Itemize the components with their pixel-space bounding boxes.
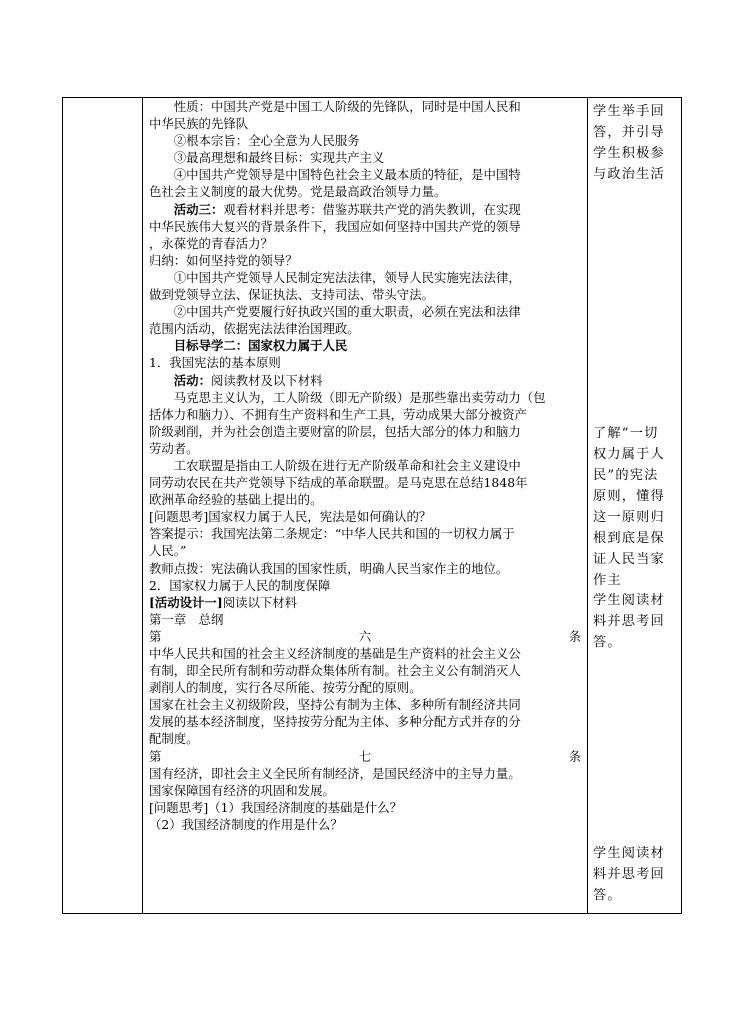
spread-word: 条 [568,748,581,764]
content-line: 色社会主义制度的最大优势。党是最高政治领导力量。 [149,184,447,200]
note-line: 证人民当家 [593,552,665,567]
note-line: 原则，懂得 [593,489,665,504]
note-line: 了解“一切 [593,426,659,441]
note-line: 学生阅读材 [593,846,665,861]
content-line: 有制，即全民所有制和劳动群众集体所有制。社会主义公有制消灭人 [149,663,521,679]
content-line: 教师点拨：宪法确认我国的国家性质，明确人民当家作主的地位。 [149,560,509,576]
content-line: 马克思主义认为，工人阶级（即无产阶级）是那些靠出卖劳动力（包 [173,389,546,405]
bold-label: 活动： [173,372,211,388]
content-line: 工农联盟是指由工人阶级在进行无产阶级革命和社会主义建设中 [173,457,521,473]
content-line: ②根本宗旨：全心全意为人民服务 [173,133,360,149]
content-line: 人民。” [149,543,187,559]
content-line: ，永葆党的青春活力？ [149,235,273,251]
content-line: 欧洲革命经验的基础上提出的。 [149,492,323,508]
spread-word: 第 [149,748,162,764]
content-line: 括体力和脑力）、不拥有生产资料和生产工具，劳动成果大部分被资产 [149,406,527,422]
note-line: 学生积极参 [593,146,665,161]
content-line: 国家在社会主义初级阶段，坚持公有制为主体、多种所有制经济共同 [149,697,521,713]
content-line [149,201,581,218]
content-line: 配制度。 [149,731,199,747]
content-line: 目标导学二：国家权力属于人民 [173,338,348,354]
note-line: 料并思考回 [593,614,665,629]
bold-label: [活动设计一] [149,594,223,610]
content-line [149,628,581,645]
line-text: 阅读以下材料 [222,594,298,610]
content-line: 阶级剥削，并为社会创造主要财富的阶层，包括大部分的体力和脑力 [149,423,521,439]
spread-word: 条 [568,628,581,644]
content-line: 2．国家权力属于人民的制度保障 [149,577,331,593]
column-divider-right [587,98,588,913]
spread-word: 六 [358,628,372,644]
content-line: 劳动者。 [149,440,199,456]
content-line: 1．我国宪法的基本原则 [149,355,281,371]
content-line: 性质：中国共产党是中国工人阶级的先锋队，同时是中国人民和 [173,99,521,114]
note-line: 学生举手回 [593,104,665,119]
note-line: 答。 [593,888,622,903]
note-line: 作主 [593,573,622,588]
content-line: 国家保障国有经济的巩固和发展。 [149,782,335,798]
note-line: 与政治生活 [593,167,665,182]
content-line: [问题思考]国家权力属于人民，宪法是如何确认的？ [149,509,432,525]
column-divider-left [142,98,143,913]
content-line: ④中国共产党领导是中国特色社会主义最本质的特征，是中国特 [173,167,521,183]
student-activity-note-2 [593,423,681,591]
note-line: 权力属于人 [593,447,665,462]
content-line: [问题思考]（1）我国经济制度的基础是什么？ [149,799,402,815]
note-line: 根到底是保 [593,531,665,546]
content-line: 剥削人的制度，实行各尽所能、按劳分配的原则。 [149,680,422,696]
content-line: 中华民族伟大复兴的背景条件下，我国应如何坚持中国共产党的领导 [149,218,521,234]
line-text: 阅读教材及以下材料 [210,372,323,388]
content-line: 发展的基本经济制度，坚持按劳分配为主体、多种分配方式并存的分 [149,714,521,730]
spread-word: 七 [358,748,372,764]
content-line: ②中国共产党要履行好执政兴国的重大职责，必须在宪法和法律 [173,304,521,320]
note-line: 答，并引导 [593,125,665,140]
content-line: 第一章 总纲 [149,611,224,627]
content-line [149,594,581,611]
content-line: ③最高理想和最终目标：实现共产主义 [173,150,385,166]
content-line: 答案提示：我国宪法第二条规定：“中华人民共和国的一切权力属于 [149,526,515,542]
content-line: ①中国共产党领导人民制定宪法法律，领导人民实施宪法法律， [173,269,521,285]
content-line [149,748,581,765]
note-line: 这一原则归 [593,510,665,525]
content-line: 中华民族的先锋队 [149,116,249,132]
content-line: 做到党领导立法、保证执法、支持司法、带头守法。 [149,287,434,303]
spread-word: 第 [149,628,162,644]
content-line: 中华人民共和国的社会主义经济制度的基础是生产资料的社会主义公 [149,646,521,661]
student-activity-note-1 [593,101,681,185]
content-line: 归纳：如何坚持党的领导？ [149,252,298,268]
content-line: （2）我国经济制度的作用是什么？ [149,816,343,832]
note-line: 学生阅读材 [593,593,665,608]
bold-label: 活动三： [173,201,224,217]
note-line: 料并思考回 [593,867,665,882]
lesson-table [62,97,682,914]
content-line: 同劳动农民在共产党领导下结成的革命联盟。是马克思在总结1848年 [149,475,528,491]
content-line [149,372,581,389]
note-line: 答。 [593,635,622,650]
content-line: 范围内活动，依据宪法法律治国理政。 [149,321,360,337]
note-line: 民”的宪法 [593,468,659,483]
student-activity-note-4 [593,843,681,906]
content-line: 国有经济，即社会主义全民所有制经济，是国民经济中的主导力量。 [149,765,521,781]
line-text: 观看材料并思考：借鉴苏联共产党的消失教训，在实现 [223,201,521,217]
teaching-content-column [149,98,581,833]
student-activity-note-3 [593,590,681,653]
